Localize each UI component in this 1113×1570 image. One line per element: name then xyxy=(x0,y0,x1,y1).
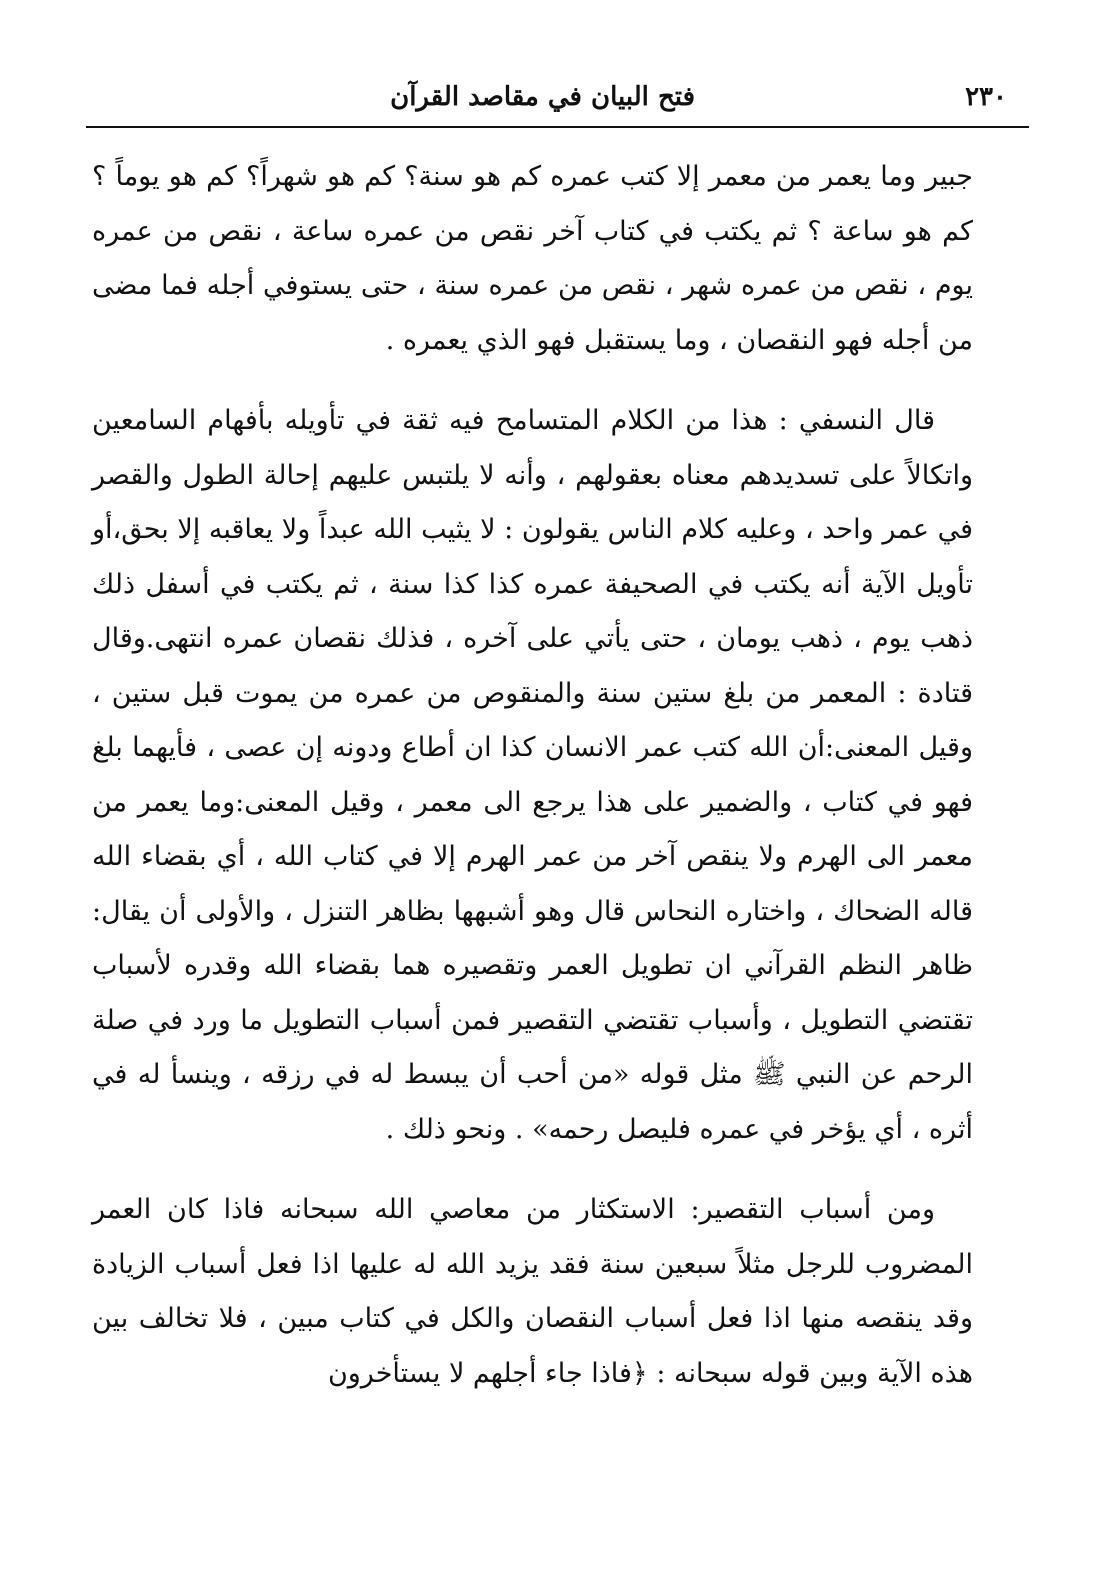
body-text xyxy=(92,150,973,1401)
paragraph-2: قال النسفي : هذا من الكلام المتسامح فيه ثقة في تأويله بأفهام السامعين واتكالاً على تسديدهم معناه بعقولهم ، وأنه لا يلتبس عليهم إحالة الطول والقصر في عمر واحد ، وعليه كلام الناس يقولون : لا يثيب الله عبداً ولا يعاقبه إلا بحق،أو تأويل الآية أنه يكتب في الصحيفة عمره كذا كذا سنة ، ثم يكتب في أسفل ذلك ذهب يوم ، ذهب يومان ، حتى يأتي على آخره ، فذلك نقصان عمره انتهى.وقال قتادة : المعمر من بلغ ستين سنة والمنقوص من عمره من يموت قبل ستين ، وقيل المعنى:أن الله كتب عمر الانسان كذا ان أطاع ودونه إن عصى ، فأيهما بلغ فهو في كتاب ، والضمير على هذا يرجع الى معمر ، وقيل المعنى:وما يعمر من معمر الى الهرم ولا ينقص آخر من عمر الهرم إلا في كتاب الله ، أي بقضاء الله قاله الضحاك ، واختاره النحاس قال وهو أشبهها بظاهر التنزل ، والأولى أن يقال: ظاهر النظم القرآني ان تطويل العمر وتقصيره هما بقضاء الله وقدره لأسباب تقتضي التطويل ، وأسباب تقتضي التقصير فمن أسباب التطويل ما ورد في صلة الرحم عن النبي ﷺ مثل قوله «من أحب أن يبسط له في رزقه ، وينسأ له في أثره ، أي يؤخر في عمره فليصل رحمه» . ونحو ذلك . xyxy=(92,405,973,1145)
running-title: فتح البيان في مقاصد القرآن xyxy=(390,82,695,112)
page-header xyxy=(86,78,1029,128)
paragraph-3: ومن أسباب التقصير: الاستكثار من معاصي الله سبحانه فاذا كان العمر المضروب للرجل مثلاً سبعين سنة فقد يزيد الله له عليها اذا فعل أسباب الزيادة وقد ينقصه منها اذا فعل أسباب النقصان والكل في كتاب مبين ، فلا تخالف بين هذه الآية وبين قوله سبحانه : ﴿فاذا جاء أجلهم لا يستأخرون xyxy=(92,1194,973,1389)
page-number: ٢٣٠ xyxy=(965,82,1007,112)
paragraph-1: جبير وما يعمر من معمر إلا كتب عمره كم هو سنة؟ كم هو شهراً؟ كم هو يوماً ؟ كم هو ساعة ؟ ثم يكتب في كتاب آخر نقص من عمره ساعة ، نقص من عمره يوم ، نقص من عمره شهر ، نقص من عمره سنة ، حتى يستوفي أجله فما مضى من أجله فهو النقصان ، وما يستقبل فهو الذي يعمره . xyxy=(92,161,973,356)
